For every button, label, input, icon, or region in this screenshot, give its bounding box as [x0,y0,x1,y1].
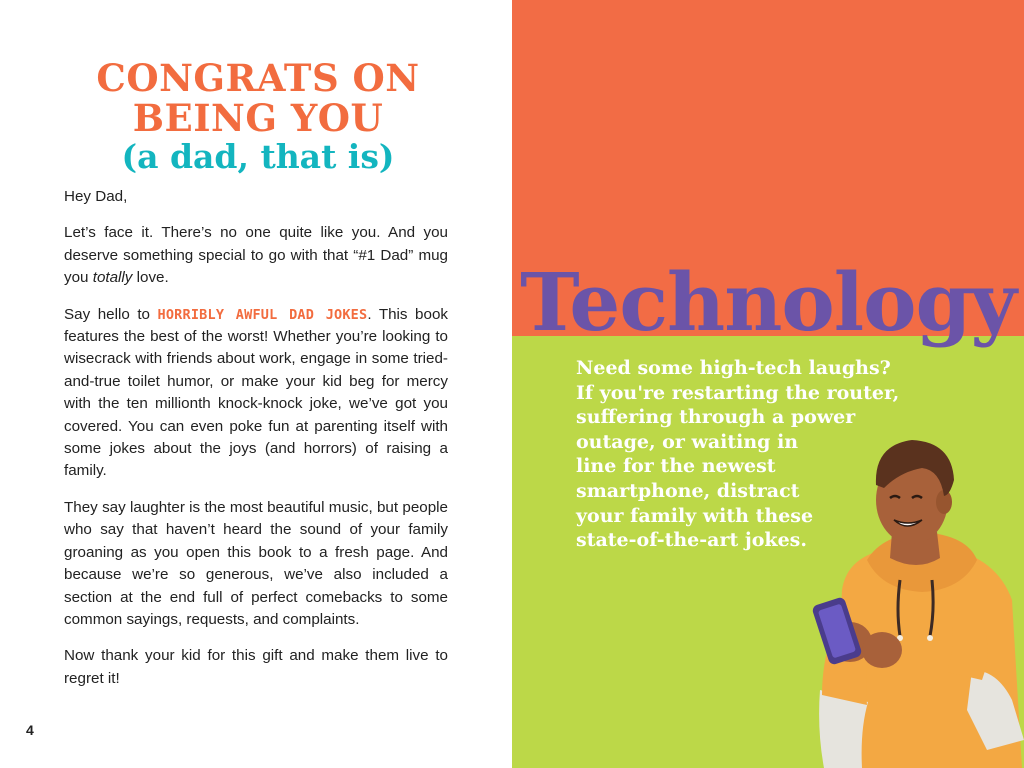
page-number: 4 [26,722,34,738]
paragraph-text: Say hello to [64,305,158,323]
intro-line: your family with these [576,504,814,527]
paragraph-text: They say laughter is the most beautiful music, but people who say that haven’t heard the sound of your family groaning as you open this book to a fresh page. And because we’re so generous, we’ve also included a section at the end full of perfect comebacks to some common sayings, requests, and complaints. [64,498,448,628]
paragraph-greeting [64,186,448,208]
heading-line-2: BEING YOU [132,96,384,140]
intro-line: state-of-the-art jokes. [576,529,807,552]
letter-body [64,186,448,704]
paragraph-intro [64,222,448,289]
heading-subtitle: (a dad, that is) [121,137,395,176]
paragraph-text: Let’s face it. There’s no one quite like you. And you deserve something special to go with that “#1 Dad” mug you [64,224,448,287]
paragraph-laughter [64,497,448,631]
intro-line: If you're restarting the router, [576,381,900,404]
intro-line: Need some high-tech laughs? [576,357,891,379]
intro-line: line for the newest [576,455,776,478]
hoodie-string-tip [927,635,933,641]
emphasis-text: totally [92,269,133,287]
greeting-text: Hey Dad, [64,188,128,205]
book-title-highlight: HORRIBLY AWFUL DAD JOKES [157,306,368,323]
section-title: Technology [520,255,1016,349]
paragraph-book-intro [64,304,448,483]
intro-line: smartphone, distract [576,479,800,502]
paragraph-closing [64,645,448,690]
heading-line-1: CONGRATS ON [96,56,420,100]
page-heading [40,58,476,176]
intro-line: suffering through a power [576,406,856,429]
paragraph-text: . This book features the best of the worst! Whether you’re looking to wisecrack with friends about work, engage in some tried-and-true toilet humor, or make your kid beg for mercy with the ten millionth knock-knock joke, we’ve got you covered. You can even poke fun at parenting itself with some jokes about the joys (and horrors) of raising a family. [64,305,448,480]
intro-line: outage, or waiting in [576,430,799,453]
man-with-smartphone-illustration-icon [772,440,1024,768]
paragraph-text: love. [132,269,169,287]
paragraph-text: Now thank your kid for this gift and make them live to regret it! [64,647,448,687]
hand-right [862,632,902,668]
right-page [512,0,1024,768]
